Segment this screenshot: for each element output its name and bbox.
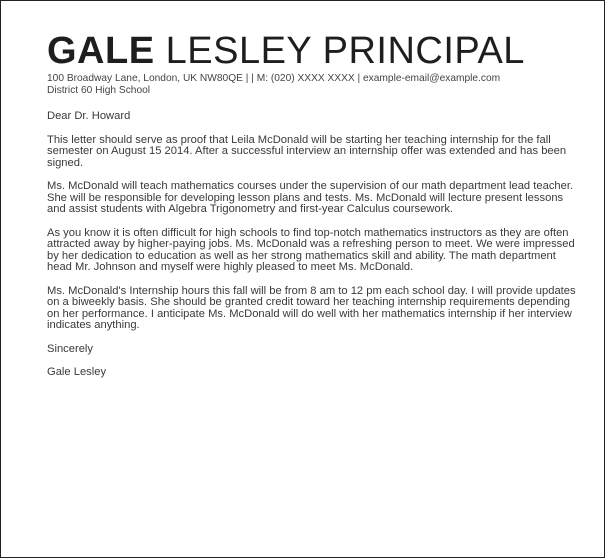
paragraph-1: This letter should serve as proof that Leila McDonald will be starting her teaching internship for the fall semester on August 15 2014. After a successful interview an internship offer was extended and has been signed. bbox=[47, 133, 567, 169]
letterhead-first-name: GALE bbox=[47, 30, 155, 72]
letterhead-last-name-title: LESLEY PRINCIPAL bbox=[154, 30, 525, 72]
paragraph-3: As you know it is often difficult for high schools to find top-notch mathematics instructors as they are often attracted away by higher-paying jobs. Ms. McDonald was a refreshing person to meet. We were impressed by her dedication to education as well as her strong mathematics skill and ability. The math department head Mr. Johnson and myself were highly pleased to meet Ms. McDonald. bbox=[47, 226, 575, 273]
school-name: District 60 High School bbox=[47, 85, 151, 96]
letter-body bbox=[47, 31, 577, 379]
letter-content bbox=[47, 111, 577, 379]
closing: Sincerely bbox=[47, 342, 94, 355]
signature-name: Gale Lesley bbox=[47, 366, 107, 378]
salutation: Dear Dr. Howard bbox=[47, 110, 131, 122]
paragraph-2: Ms. McDonald will teach mathematics courses under the supervision of our math department lead teacher. She will be responsible for developing lesson plans and tests. Ms. McDonald will lecture present lessons and assist students with Algebra Trigonometry and first-year Calculus coursework. bbox=[47, 180, 574, 215]
paragraph-4: Ms. McDonald's Internship hours this fall will be from 8 am to 12 pm each school day. I will provide updates on a biweekly basis. She should be granted credit toward her teaching internship requirements depending on her performance. I anticipate Ms. McDonald will do well with her mathematics internship if her interview indicates anything. bbox=[47, 284, 576, 331]
contact-line: 100 Broadway Lane, London, UK NW80QE | | M: (020) XXXX XXXX | example-email@example.com bbox=[47, 73, 501, 84]
letterhead-title bbox=[47, 31, 577, 71]
